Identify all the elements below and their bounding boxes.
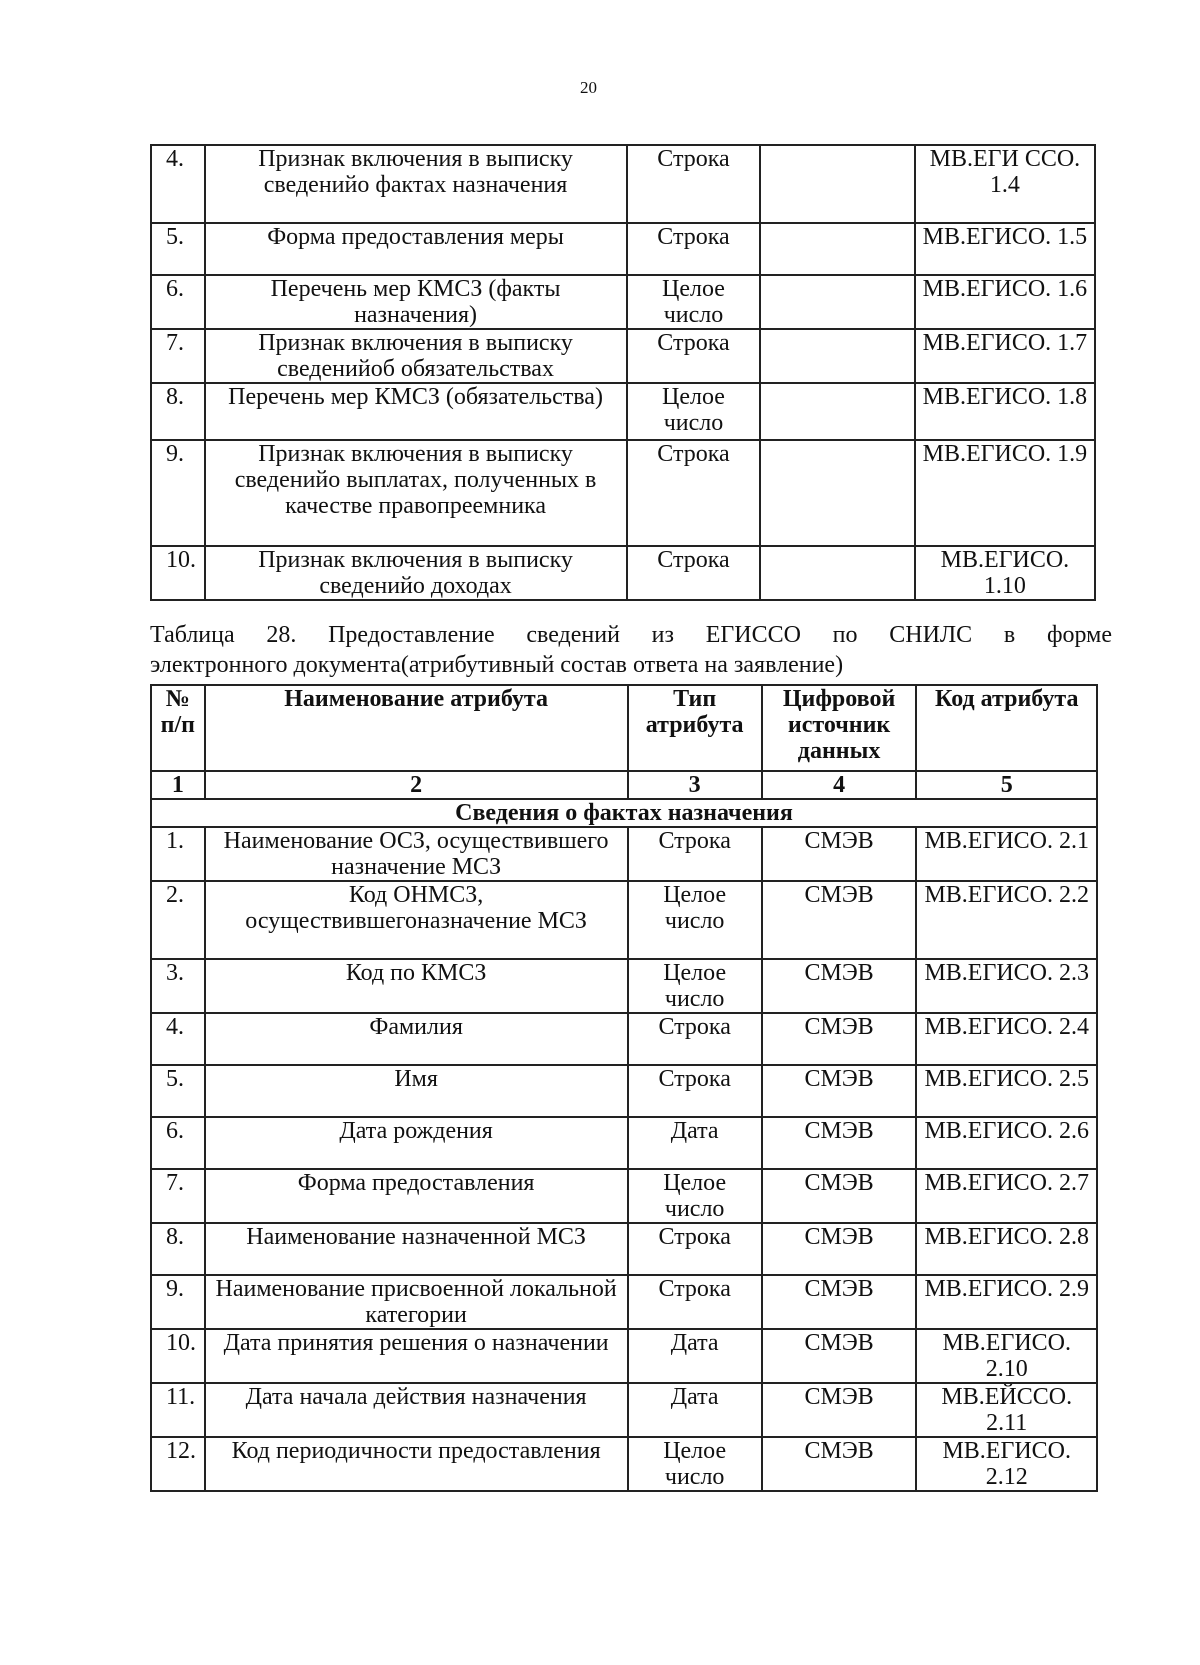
attribute-code: МВ.ЕГИСО. 2.8: [916, 1223, 1097, 1275]
attribute-name: Код по КМСЗ: [205, 959, 628, 1013]
column-numbers-row: [151, 771, 1097, 799]
row-number: 6.: [151, 1117, 205, 1169]
attribute-type: Дата: [628, 1329, 762, 1383]
attribute-type: Дата: [628, 1117, 762, 1169]
attribute-name: Признак включения в выписку сведенийоб обязательствах: [205, 329, 627, 383]
table-row: [151, 145, 1095, 223]
attribute-type: Строка: [628, 1065, 762, 1117]
data-source: [760, 329, 914, 383]
data-source: СМЭВ: [762, 1437, 917, 1491]
attribute-code: МВ.ЕГИСО. 2.9: [916, 1275, 1097, 1329]
col-number-5: 5: [916, 771, 1097, 799]
attribute-code: МВ.ЕГИСО. 2.7: [916, 1169, 1097, 1223]
attribute-name: Дата рождения: [205, 1117, 628, 1169]
section-title: Сведения о фактах назначения: [151, 799, 1097, 827]
attribute-name: Дата начала действия назначения: [205, 1383, 628, 1437]
data-source: СМЭВ: [762, 1383, 917, 1437]
attribute-type: Строка: [628, 1223, 762, 1275]
attribute-code: МВ.ЕГИСО. 2.2: [916, 881, 1097, 959]
table-row: [151, 1117, 1097, 1169]
data-source: СМЭВ: [762, 881, 917, 959]
attribute-code: МВ.ЕГИСО. 2.5: [916, 1065, 1097, 1117]
attribute-name: Признак включения в выписку сведенийо доходах: [205, 546, 627, 600]
table-row: [151, 1013, 1097, 1065]
data-source: СМЭВ: [762, 959, 917, 1013]
table-28-body: [151, 827, 1097, 1491]
attribute-name: Фамилия: [205, 1013, 628, 1065]
attribute-name: Перечень мер КМСЗ (обязательства): [205, 383, 627, 440]
table-28-caption: Таблица 28. Предоставление сведений из ЕГИССО по СНИЛС в форме: [150, 622, 1112, 648]
table-row: [151, 1437, 1097, 1491]
row-number: 5.: [151, 1065, 205, 1117]
row-number: 11.: [151, 1383, 205, 1437]
table-row: [151, 881, 1097, 959]
header-source: Цифровой источник данных: [762, 685, 917, 771]
attribute-type: Строка: [627, 440, 761, 546]
row-number: 9.: [151, 440, 205, 546]
page-number: 20: [580, 78, 597, 97]
table-row: [151, 546, 1095, 600]
row-number: 8.: [151, 1223, 205, 1275]
table-28: [150, 684, 1098, 1492]
row-number: 12.: [151, 1437, 205, 1491]
table-row: [151, 1169, 1097, 1223]
attribute-name: Код ОНМСЗ, осуществившегоназначение МСЗ: [205, 881, 628, 959]
attribute-code: МВ.ЕГИСО. 2.6: [916, 1117, 1097, 1169]
table-row: [151, 1383, 1097, 1437]
attribute-type: Дата: [628, 1383, 762, 1437]
table-row: [151, 275, 1095, 329]
table-row: [151, 440, 1095, 546]
header-name: Наименование атрибута: [205, 685, 628, 771]
attribute-code: МВ.ЕЙССО. 2.11: [916, 1383, 1097, 1437]
data-source: СМЭВ: [762, 1275, 917, 1329]
data-source: [760, 145, 914, 223]
table-row: [151, 1275, 1097, 1329]
attribute-code: МВ.ЕГИСО. 1.10: [915, 546, 1095, 600]
table-28-caption-line2: электронного документа(атрибутивный состав ответа на заявление): [150, 652, 844, 678]
data-source: СМЭВ: [762, 1223, 917, 1275]
data-source: [760, 223, 914, 275]
data-source: СМЭВ: [762, 1117, 917, 1169]
row-number: 4.: [151, 1013, 205, 1065]
attribute-code: МВ.ЕГИСО. 1.5: [915, 223, 1095, 275]
table-row: [151, 329, 1095, 383]
row-number: 5.: [151, 223, 205, 275]
attribute-type: Целое число: [628, 881, 762, 959]
attribute-code: МВ.ЕГИСО. 2.10: [916, 1329, 1097, 1383]
row-number: 2.: [151, 881, 205, 959]
header-num: № п/п: [151, 685, 205, 771]
attribute-type: Строка: [628, 1013, 762, 1065]
attribute-code: МВ.ЕГИСО. 2.1: [916, 827, 1097, 881]
data-source: [760, 440, 914, 546]
data-source: СМЭВ: [762, 1013, 917, 1065]
attribute-name: Признак включения в выписку сведенийо выплатах, полученных в качестве правопреемника: [205, 440, 627, 546]
row-number: 8.: [151, 383, 205, 440]
header-row: [151, 685, 1097, 771]
attribute-type: Целое число: [628, 1437, 762, 1491]
row-number: 4.: [151, 145, 205, 223]
row-number: 3.: [151, 959, 205, 1013]
row-number: 7.: [151, 329, 205, 383]
col-number-2: 2: [205, 771, 628, 799]
attribute-name: Признак включения в выписку сведенийо фактах назначения: [205, 145, 627, 223]
row-number: 1.: [151, 827, 205, 881]
table-row: [151, 959, 1097, 1013]
attribute-type: Целое число: [627, 383, 761, 440]
attribute-code: МВ.ЕГИСО. 2.3: [916, 959, 1097, 1013]
data-source: [760, 546, 914, 600]
attribute-type: Строка: [627, 145, 761, 223]
attribute-type: Строка: [628, 827, 762, 881]
attribute-type: Строка: [627, 223, 761, 275]
col-number-1: 1: [151, 771, 205, 799]
row-number: 6.: [151, 275, 205, 329]
attribute-code: МВ.ЕГИСО. 1.7: [915, 329, 1095, 383]
attribute-name: Имя: [205, 1065, 628, 1117]
table-row: [151, 1329, 1097, 1383]
table-row: [151, 1065, 1097, 1117]
table-row: [151, 1223, 1097, 1275]
attribute-name: Дата принятия решения о назначении: [205, 1329, 628, 1383]
attribute-type: Строка: [628, 1275, 762, 1329]
row-number: 9.: [151, 1275, 205, 1329]
attribute-name: Перечень мер КМСЗ (факты назначения): [205, 275, 627, 329]
header-code: Код атрибута: [916, 685, 1097, 771]
attribute-name: Форма предоставления: [205, 1169, 628, 1223]
attribute-code: МВ.ЕГИСО. 1.6: [915, 275, 1095, 329]
attribute-name: Наименование назначенной МСЗ: [205, 1223, 628, 1275]
attribute-name: Форма предоставления меры: [205, 223, 627, 275]
attribute-code: МВ.ЕГИСО. 2.12: [916, 1437, 1097, 1491]
attribute-code: МВ.ЕГИСО. 1.8: [915, 383, 1095, 440]
attribute-name: Наименование ОСЗ, осуществившего назначение МСЗ: [205, 827, 628, 881]
attributes-table-continued: [150, 144, 1096, 601]
data-source: СМЭВ: [762, 827, 917, 881]
table-row: [151, 383, 1095, 440]
attribute-type: Строка: [627, 329, 761, 383]
attribute-type: Целое число: [628, 959, 762, 1013]
row-number: 10.: [151, 546, 205, 600]
section-row: [151, 799, 1097, 827]
row-number: 10.: [151, 1329, 205, 1383]
col-number-4: 4: [762, 771, 917, 799]
header-type: Тип атрибута: [628, 685, 762, 771]
table-row: [151, 827, 1097, 881]
attribute-code: МВ.ЕГИСО. 1.9: [915, 440, 1095, 546]
attribute-code: МВ.ЕГИ ССО. 1.4: [915, 145, 1095, 223]
data-source: СМЭВ: [762, 1329, 917, 1383]
data-source: [760, 383, 914, 440]
data-source: [760, 275, 914, 329]
data-source: СМЭВ: [762, 1169, 917, 1223]
attribute-name: Наименование присвоенной локальной категории: [205, 1275, 628, 1329]
table-row: [151, 223, 1095, 275]
attribute-type: Строка: [627, 546, 761, 600]
attribute-type: Целое число: [628, 1169, 762, 1223]
attributes-table-continued-body: [151, 145, 1095, 600]
row-number: 7.: [151, 1169, 205, 1223]
attribute-code: МВ.ЕГИСО. 2.4: [916, 1013, 1097, 1065]
col-number-3: 3: [628, 771, 762, 799]
data-source: СМЭВ: [762, 1065, 917, 1117]
attribute-name: Код периодичности предоставления: [205, 1437, 628, 1491]
attribute-type: Целое число: [627, 275, 761, 329]
